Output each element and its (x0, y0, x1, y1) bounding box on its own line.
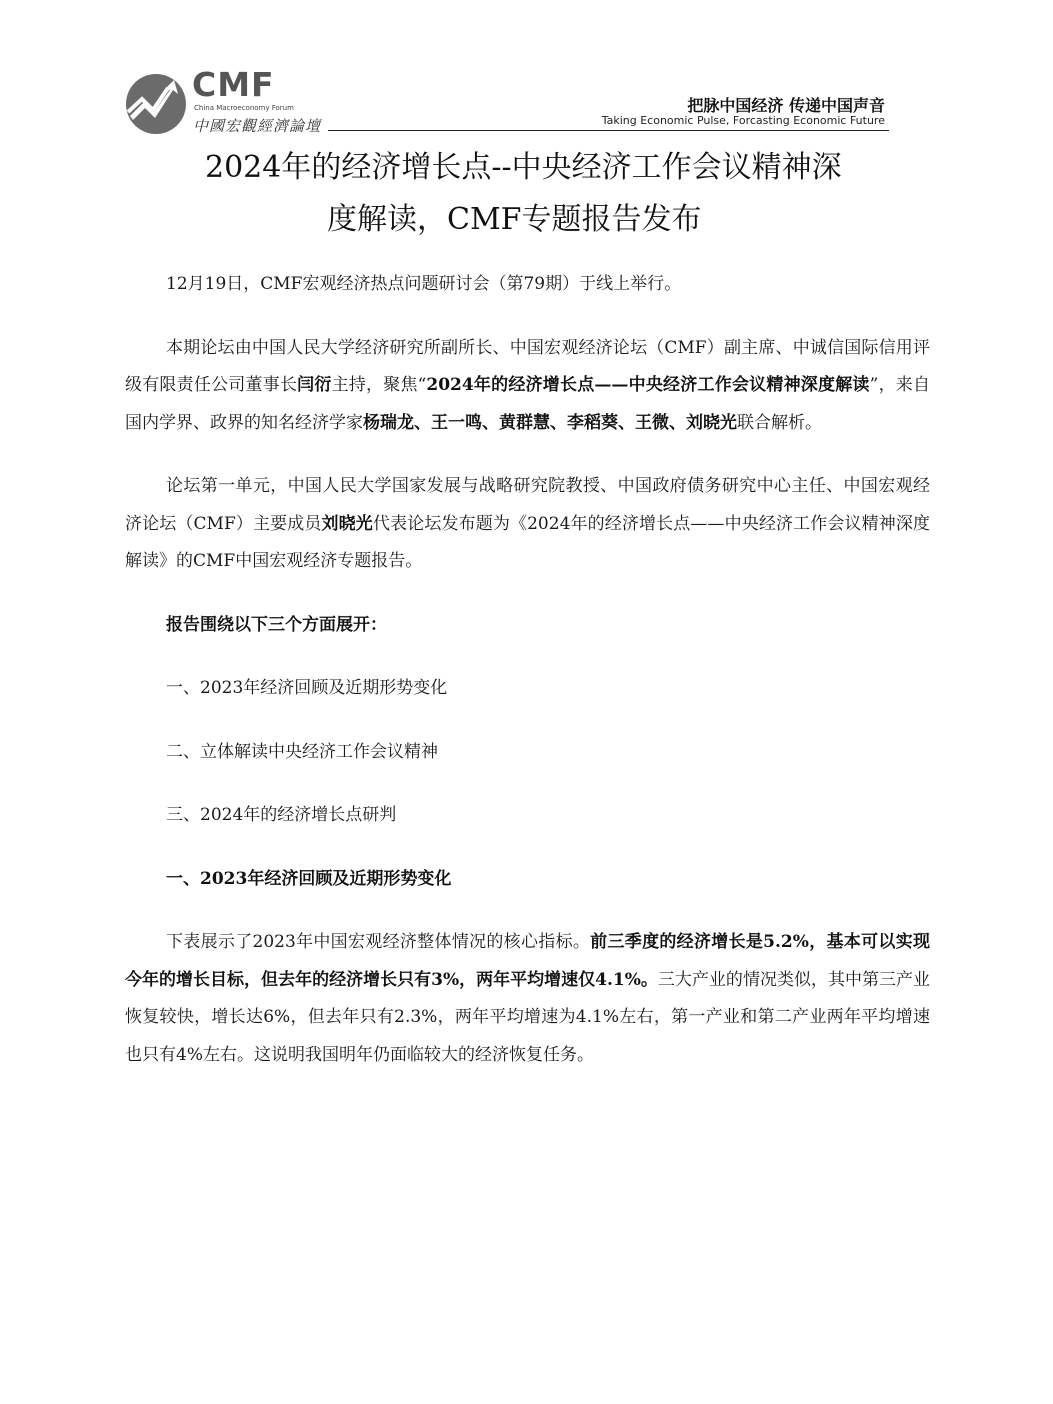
text-span: 联合解析。 (737, 412, 822, 433)
page-header (0, 0, 1053, 140)
section-heading: 一、2023年经济回顾及近期形势变化 (166, 868, 452, 889)
text-span: 三大产业的情况类似，其中第三产业恢复较快，增长达6%，但去年只有2.3%，两年平均增速为4.1%左右，第一产业和第二产业两年平均增速也只有4%左右。这说明我国明年仍面临较大的经济恢复任务。 (125, 969, 931, 1065)
paragraph-forum (125, 330, 930, 443)
text-span: 论坛第一单元，中国人民大学国家发展与战略研究院教授、中国政府债务研究中心主任、中国宏观经济论坛（CMF）主要成员 (125, 476, 930, 534)
paragraph-unit-one (125, 468, 930, 581)
list-item: 二、立体解读中央经济工作会议精神 (166, 741, 438, 762)
title-line-2: 度解读，CMF专题报告发布 (327, 202, 702, 237)
list-item: 三、2024年的经济增长点研判 (166, 805, 397, 825)
growth-highlight: 前三季度的经济增长是5.2%，基本可以实现今年的增长目标，但去年的经济增长只有3%，两年平均增速仅4.1%。 (125, 932, 931, 990)
report-outline-heading: 报告围绕以下三个方面展开： (166, 614, 387, 635)
title-line-1: 2024年的经济增长点--中央经济工作会议精神深 (205, 150, 842, 185)
text-span: 本期论坛由中国人民大学经济研究所副所长、中国宏观经济论坛（CMF）副主席、中诚信国际信用评级有限责任公司董事长 (125, 337, 930, 395)
forum-topic: 2024年的经济增长点——中央经济工作会议精神深度解读 (426, 375, 870, 395)
logo-subtitle-cn: 中國宏觀經濟論壇 (193, 117, 322, 135)
cmf-logo-icon (124, 72, 188, 136)
paragraph-intro: 12月19日，CMF宏观经济热点问题研讨会（第79期）于线上举行。 (166, 274, 682, 294)
logo-subtitle-en: China Macroeconomy Forum (194, 104, 294, 112)
text-span: ”，来自国内学界、政界的知名经济学家 (125, 375, 930, 433)
slogan-cn: 把脉中国经济 传递中国声音 (687, 96, 885, 115)
logo-text: CMF (192, 65, 275, 104)
text-span: 代表论坛发布题为《2024年的经济增长点——中央经济工作会议精神深度解读》的CMF中国宏观经济专题报告。 (125, 513, 931, 571)
paragraph-indicators (125, 924, 930, 1074)
slogan-en: Taking Economic Pulse, Forcasting Economic Future (601, 114, 885, 127)
presenter-name: 刘晓光 (321, 513, 373, 534)
text-span: 主持，聚焦“ (331, 375, 427, 395)
article-title (170, 142, 930, 246)
header-divider (328, 130, 889, 131)
host-name: 闫衍 (297, 375, 332, 395)
article-body (125, 266, 930, 1074)
list-item: 一、2023年经济回顾及近期形势变化 (166, 678, 448, 698)
text-span: 下表展示了2023年中国宏观经济整体情况的核心指标。 (166, 932, 591, 952)
speaker-names: 杨瑞龙、王一鸣、黄群慧、李稻葵、王微、刘晓光 (363, 412, 737, 433)
